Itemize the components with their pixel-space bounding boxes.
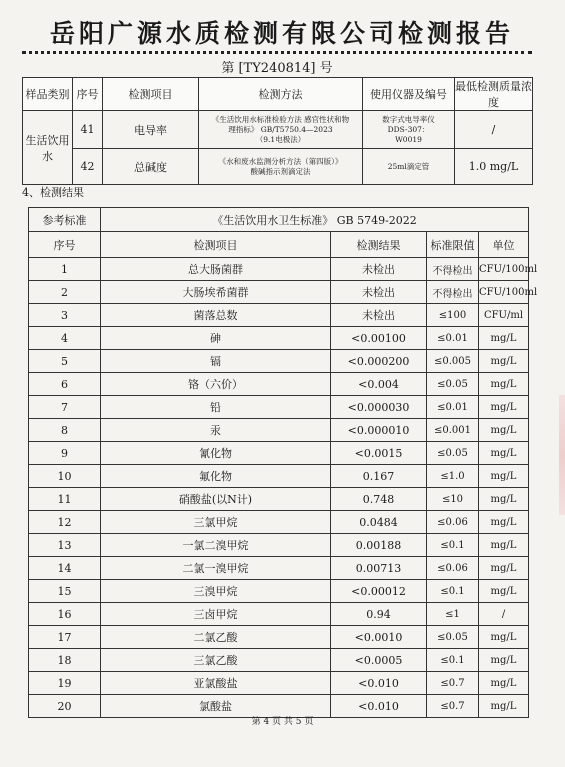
- row-min-conc: /: [455, 111, 533, 149]
- row-item: 铬（六价）: [101, 373, 331, 396]
- table-row: [29, 350, 529, 373]
- method-table: [22, 77, 533, 185]
- row-result: 0.748: [331, 488, 427, 511]
- row-seq: 4: [29, 327, 101, 350]
- row-unit: mg/L: [479, 373, 529, 396]
- row-result: <0.004: [331, 373, 427, 396]
- row-limit: ≤0.005: [427, 350, 479, 373]
- row-limit: 不得检出: [427, 258, 479, 281]
- row-unit: CFU/100ml: [479, 281, 529, 304]
- method-line: 《生活饮用水标准检验方法 感官性状和物: [211, 114, 350, 124]
- header-method: 检测方法: [199, 78, 363, 111]
- header-seq: 序号: [73, 78, 103, 111]
- row-item: 三氯乙酸: [101, 649, 331, 672]
- table-row: [29, 626, 529, 649]
- row-unit: mg/L: [479, 488, 529, 511]
- row-result: <0.0015: [331, 442, 427, 465]
- table-row: [29, 396, 529, 419]
- row-method: [199, 149, 363, 185]
- row-item: 总大肠菌群: [101, 258, 331, 281]
- row-result: <0.000030: [331, 396, 427, 419]
- row-result: <0.010: [331, 672, 427, 695]
- row-seq: 15: [29, 580, 101, 603]
- row-result: 0.167: [331, 465, 427, 488]
- table-row: [29, 603, 529, 626]
- table-row: [29, 557, 529, 580]
- header-unit: 单位: [479, 232, 529, 258]
- row-unit: CFU/ml: [479, 304, 529, 327]
- row-unit: mg/L: [479, 534, 529, 557]
- row-seq: 7: [29, 396, 101, 419]
- table-row: [29, 580, 529, 603]
- row-seq: 13: [29, 534, 101, 557]
- row-item: 铅: [101, 396, 331, 419]
- header-item: 检测项目: [101, 232, 331, 258]
- row-result: <0.00012: [331, 580, 427, 603]
- row-seq: 9: [29, 442, 101, 465]
- row-unit: mg/L: [479, 419, 529, 442]
- row-seq: 17: [29, 626, 101, 649]
- table-row: [29, 258, 529, 281]
- row-unit: mg/L: [479, 465, 529, 488]
- reference-standard: 《生活饮用水卫生标准》 GB 5749-2022: [101, 208, 529, 232]
- method-table-header: [23, 78, 533, 111]
- row-item: 三卤甲烷: [101, 603, 331, 626]
- table-row: [29, 304, 529, 327]
- report-number: 第 [TY240814] 号: [221, 61, 333, 76]
- row-item: 一氯二溴甲烷: [101, 534, 331, 557]
- row-seq: 12: [29, 511, 101, 534]
- row-limit: ≤10: [427, 488, 479, 511]
- row-seq: 11: [29, 488, 101, 511]
- row-seq: 10: [29, 465, 101, 488]
- row-seq: 6: [29, 373, 101, 396]
- results-header: [29, 232, 529, 258]
- row-result: <0.000200: [331, 350, 427, 373]
- section-title: 4、检测结果: [22, 186, 84, 199]
- row-limit: ≤0.7: [427, 695, 479, 718]
- page-number: 第 4 页 共 5 页: [251, 717, 314, 727]
- row-limit: ≤0.05: [427, 373, 479, 396]
- row-result: 未检出: [331, 281, 427, 304]
- row-item: 硝酸盐(以N计): [101, 488, 331, 511]
- method-line: 《水和废水监测分析方法（第四版）》: [218, 156, 343, 166]
- results-table: [28, 207, 538, 718]
- row-result: 0.94: [331, 603, 427, 626]
- table-row: [29, 419, 529, 442]
- row-result: 0.00713: [331, 557, 427, 580]
- header-instrument: 使用仪器及编号: [363, 78, 455, 111]
- row-unit: mg/L: [479, 580, 529, 603]
- row-result: <0.00100: [331, 327, 427, 350]
- instrument-line: DDS-307：: [387, 124, 430, 134]
- row-unit: mg/L: [479, 442, 529, 465]
- header-min-conc: 最低检测质量浓度: [455, 78, 533, 111]
- row-item: 总碱度: [103, 149, 199, 185]
- table-row: [29, 511, 529, 534]
- row-limit: ≤0.01: [427, 396, 479, 419]
- header-limit: 标准限值: [427, 232, 479, 258]
- table-row: [29, 373, 529, 396]
- row-unit: mg/L: [479, 557, 529, 580]
- seal-fragment: [559, 395, 565, 515]
- row-unit: mg/L: [479, 695, 529, 718]
- sample-category: 生活饮用水: [23, 111, 73, 185]
- row-item: 电导率: [103, 111, 199, 149]
- method-line: （9.1电极法）: [255, 134, 306, 144]
- row-seq: 2: [29, 281, 101, 304]
- row-seq: 42: [73, 149, 103, 185]
- row-limit: ≤0.001: [427, 419, 479, 442]
- title-divider: [22, 51, 532, 54]
- row-result: 未检出: [331, 258, 427, 281]
- row-item: 二氯一溴甲烷: [101, 557, 331, 580]
- row-unit: mg/L: [479, 350, 529, 373]
- row-seq: 41: [73, 111, 103, 149]
- method-line: 酸碱指示剂滴定法: [250, 166, 311, 176]
- results-body: [29, 258, 538, 718]
- reference-label: 参考标准: [29, 208, 101, 232]
- row-item: 氟化物: [101, 465, 331, 488]
- row-seq: 1: [29, 258, 101, 281]
- row-seq: 19: [29, 672, 101, 695]
- row-seq: 8: [29, 419, 101, 442]
- report-title: 岳阳广源水质检测有限公司检测报告: [49, 19, 514, 48]
- reference-row: [29, 208, 529, 232]
- row-limit: ≤100: [427, 304, 479, 327]
- row-limit: ≤0.05: [427, 442, 479, 465]
- row-item: 砷: [101, 327, 331, 350]
- row-limit: ≤0.01: [427, 327, 479, 350]
- row-unit: /: [479, 603, 529, 626]
- row-limit: ≤0.05: [427, 626, 479, 649]
- row-seq: 18: [29, 649, 101, 672]
- method-line: 理指标》 GB/T5750.4—2023: [228, 124, 333, 134]
- table-row: [29, 327, 529, 350]
- row-unit: mg/L: [479, 672, 529, 695]
- row-limit: ≤0.06: [427, 557, 479, 580]
- row-limit: ≤0.1: [427, 649, 479, 672]
- row-method: [199, 111, 363, 149]
- row-item: 二氯乙酸: [101, 626, 331, 649]
- header-item: 检测项目: [103, 78, 199, 111]
- row-unit: mg/L: [479, 649, 529, 672]
- row-unit: mg/L: [479, 511, 529, 534]
- row-unit: mg/L: [479, 626, 529, 649]
- row-unit: mg/L: [479, 327, 529, 350]
- row-instrument: [363, 111, 455, 149]
- row-limit: ≤1.0: [427, 465, 479, 488]
- table-row: [29, 649, 529, 672]
- table-row: [23, 111, 533, 149]
- row-seq: 16: [29, 603, 101, 626]
- header-sample-category: 样品类别: [23, 78, 73, 111]
- instrument-line: 数字式电导率仪: [382, 114, 435, 124]
- table-row: [29, 281, 529, 304]
- row-item: 氰化物: [101, 442, 331, 465]
- row-limit: ≤0.7: [427, 672, 479, 695]
- row-result: 0.00188: [331, 534, 427, 557]
- row-unit: mg/L: [479, 396, 529, 419]
- row-item: 镉: [101, 350, 331, 373]
- header-result: 检测结果: [331, 232, 427, 258]
- row-result: 0.0484: [331, 511, 427, 534]
- table-row: [29, 672, 529, 695]
- row-instrument: 25ml滴定管: [363, 149, 455, 185]
- header-seq: 序号: [29, 232, 101, 258]
- table-row: [23, 149, 533, 185]
- table-row: [29, 534, 529, 557]
- instrument-line: W0019: [395, 134, 422, 144]
- table-row: [29, 465, 529, 488]
- row-limit: ≤0.1: [427, 534, 479, 557]
- row-limit: ≤0.1: [427, 580, 479, 603]
- row-item: 三溴甲烷: [101, 580, 331, 603]
- table-row: [29, 488, 529, 511]
- row-limit: ≤0.06: [427, 511, 479, 534]
- row-min-conc: 1.0 mg/L: [455, 149, 533, 185]
- row-result: <0.010: [331, 695, 427, 718]
- row-item: 亚氯酸盐: [101, 672, 331, 695]
- table-row: [29, 442, 529, 465]
- row-item: 汞: [101, 419, 331, 442]
- row-seq: 14: [29, 557, 101, 580]
- row-result: <0.0005: [331, 649, 427, 672]
- row-result: <0.0010: [331, 626, 427, 649]
- row-seq: 20: [29, 695, 101, 718]
- row-item: 菌落总数: [101, 304, 331, 327]
- row-limit: 不得检出: [427, 281, 479, 304]
- row-item: 氯酸盐: [101, 695, 331, 718]
- row-result: <0.000010: [331, 419, 427, 442]
- row-seq: 3: [29, 304, 101, 327]
- row-limit: ≤1: [427, 603, 479, 626]
- row-seq: 5: [29, 350, 101, 373]
- row-result: 未检出: [331, 304, 427, 327]
- row-item: 三氯甲烷: [101, 511, 331, 534]
- row-item: 大肠埃希菌群: [101, 281, 331, 304]
- row-unit: CFU/100ml: [479, 258, 529, 281]
